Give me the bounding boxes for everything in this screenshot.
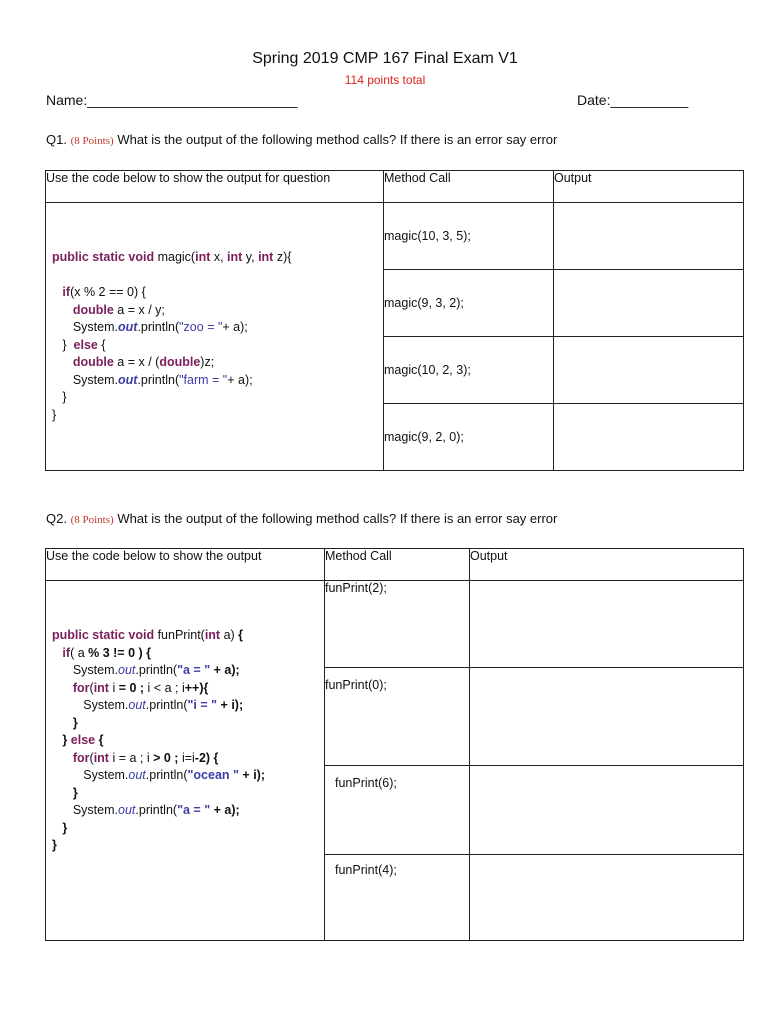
q2-header-code: Use the code below to show the output xyxy=(46,549,325,581)
q1-output-4[interactable] xyxy=(554,404,744,471)
q2-output-3[interactable] xyxy=(470,766,744,855)
q1-call-4: magic(9, 2, 0); xyxy=(384,404,554,471)
q2-prompt xyxy=(46,511,557,526)
q1-prompt xyxy=(46,132,557,147)
exam-title: Spring 2019 CMP 167 Final Exam V1 xyxy=(252,50,518,67)
q2-code: public static void funPrint(int a) { if( a % 3 != 0 ) { System.out.println("a = " + a); for(int i = 0 ; i < a ; i++){ System.out.println("i = " + i); } } else { for(int i = a ; i > 0 ; i=i-2) { System.out.println("ocean " + i); } System.out.println("a = " + a); } } xyxy=(52,628,265,852)
q2-header-call: Method Call xyxy=(325,549,470,581)
date-field: Date:__________ xyxy=(577,92,689,108)
q1-call-3: magic(10, 2, 3); xyxy=(384,337,554,404)
q2-header-output: Output xyxy=(470,549,744,581)
q1-header-code: Use the code below to show the output for question xyxy=(46,171,384,203)
q2-output-1[interactable] xyxy=(470,581,744,668)
q2-number: Q2. xyxy=(46,511,67,526)
q1-header-call: Method Call xyxy=(384,171,554,203)
q2-points: (8 Points) xyxy=(70,514,114,526)
q2-call-2: funPrint(0); xyxy=(325,668,470,766)
q1-output-2[interactable] xyxy=(554,270,744,337)
q1-call-2: magic(9, 3, 2); xyxy=(384,270,554,337)
q1-call-1: magic(10, 3, 5); xyxy=(384,203,554,270)
q2-call-4: funPrint(4); xyxy=(325,855,470,941)
q1-points: (8 Points) xyxy=(70,135,114,147)
q2-output-4[interactable] xyxy=(470,855,744,941)
q1-output-1[interactable] xyxy=(554,203,744,270)
q1-code: public static void magic(int x, int y, int z){ if(x % 2 == 0) { double a = x / y; System.out.println("zoo = "+ a); } else { double a = x / (double)z; System.out.println("farm = "+ a); } } xyxy=(52,250,292,422)
q1-output-3[interactable] xyxy=(554,337,744,404)
q2-table xyxy=(45,548,744,941)
q2-output-2[interactable] xyxy=(470,668,744,766)
q2-call-3: funPrint(6); xyxy=(325,766,470,855)
name-field: Name:___________________________ xyxy=(46,92,298,108)
q1-number: Q1. xyxy=(46,132,67,147)
q2-text: What is the output of the following method calls? If there is an error say error xyxy=(117,511,558,526)
points-total: 114 points total xyxy=(344,73,426,87)
q1-text: What is the output of the following method calls? If there is an error say error xyxy=(117,132,558,147)
q1-table xyxy=(45,170,744,471)
q2-code-cell xyxy=(46,581,325,941)
q1-code-cell xyxy=(46,203,384,471)
q2-call-1: funPrint(2); xyxy=(325,581,470,668)
q1-header-output: Output xyxy=(554,171,744,203)
